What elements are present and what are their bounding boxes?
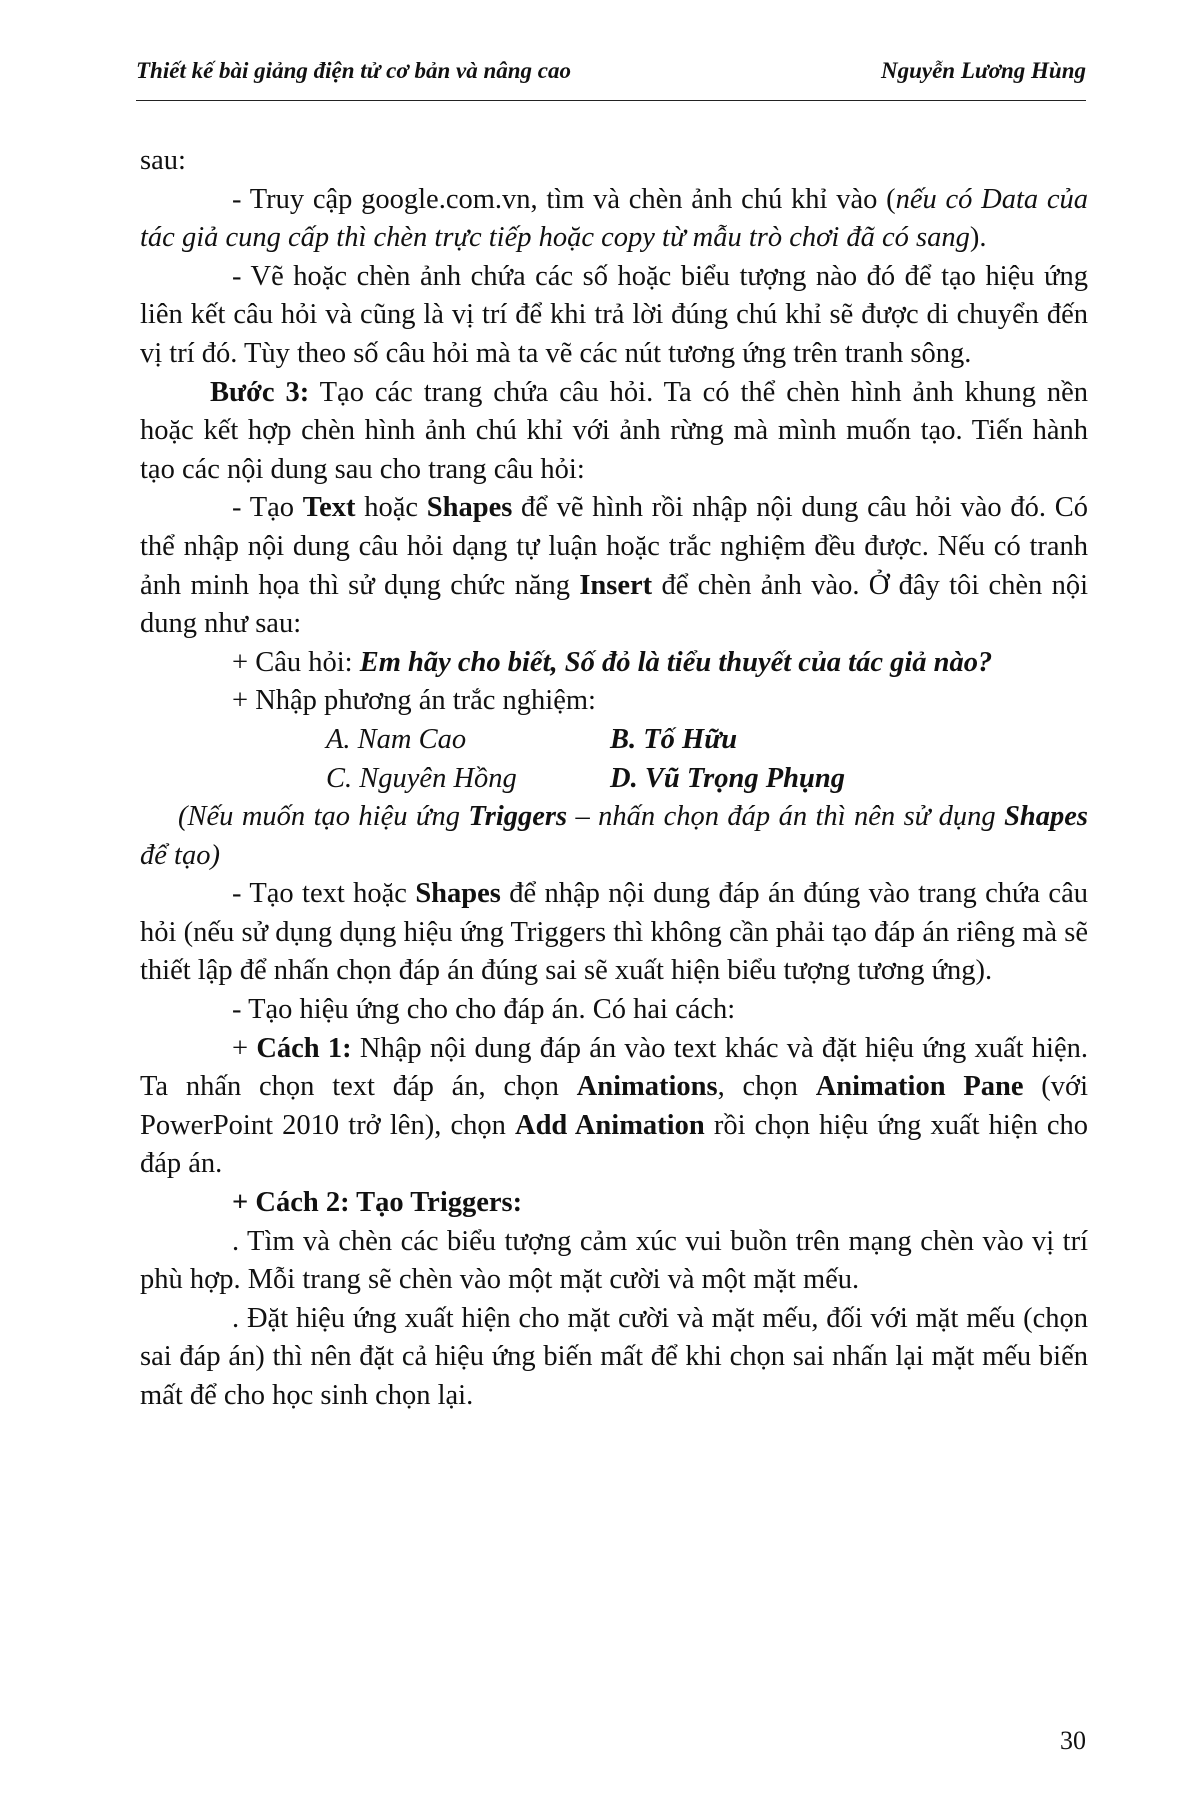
paragraph-two-ways: - Tạo hiệu ứng cho cho đáp án. Có hai cách: — [232, 994, 736, 1026]
paragraph-continuation: sau: — [140, 145, 186, 176]
option-c: C. Nguyên Hồng — [326, 762, 517, 794]
paragraph-triggers-note: (Nếu muốn tạo hiệu ứng Triggers – nhấn chọn đáp án thì nên sử dụng Shapes để tạo) — [140, 801, 1089, 871]
option-b: B. Tố Hữu — [610, 723, 738, 755]
option-d: D. Vũ Trọng Phụng — [610, 762, 845, 794]
paragraph-draw-buttons: - Vẽ hoặc chèn ảnh chứa các số hoặc biểu tượng nào đó để tạo hiệu ứng liên kết câu hỏi và cũng là vị trí để khi trả lời đúng chú khỉ sẽ được di chuyển đến vị trí đó. Tùy theo số câu hỏi mà ta vẽ các nút tương ứng trên tranh sông. — [140, 260, 1088, 369]
paragraph-answer-shapes: - Tạo text hoặc Shapes để nhập nội dung đáp án đúng vào trang chứa câu hỏi (nếu sử dụng dụng hiệu ứng Triggers thì không cần phải tạo đáp án riêng mà sẽ thiết lập để nhấn chọn đáp án đúng sai sẽ xuất hiện biểu tượng tương ứng). — [140, 878, 1088, 987]
paragraph-step-3: Bước 3: Tạo các trang chứa câu hỏi. Ta có thể chèn hình ảnh khung nền hoặc kết hợp chèn hình ảnh chú khỉ với ảnh rừng mà mình muốn tạo. Tiến hành tạo các nội dung sau cho trang câu hỏi: — [140, 376, 1088, 485]
paragraph-google-image: - Truy cập google.com.vn, tìm và chèn ảnh chú khỉ vào (nếu có Data của tác giả cung cấp thì chèn trực tiếp hoặc copy từ mẫu trò chơi đã có sang). — [140, 183, 1088, 254]
page-number: 30 — [1060, 1726, 1086, 1755]
paragraph-method-2: + Cách 2: Tạo Triggers: — [232, 1187, 523, 1219]
options-row — [140, 721, 1088, 760]
paragraph-method-1: + Cách 1: Nhập nội dung đáp án vào text khác và đặt hiệu ứng xuất hiện. Ta nhấn chọn text đáp án, chọn Animations, chọn Animation Pane (với PowerPoint 2010 trở lên), chọn Add Animation rồi chọn hiệu ứng xuất hiện cho đáp án. — [140, 1032, 1089, 1180]
body-text — [140, 142, 1088, 1416]
header-title: Thiết kế bài giảng điện tử cơ bản và nâng cao — [136, 58, 572, 83]
paragraph-create-text: - Tạo Text hoặc Shapes để vẽ hình rồi nhập nội dung câu hỏi vào đó. Có thể nhập nội dung câu hỏi dạng tự luận hoặc trắc nghiệm đều được. Nếu có tranh ảnh minh họa thì sử dụng chức năng Insert để chèn ảnh vào. Ở đây tôi chèn nội dung như sau: — [140, 492, 1088, 640]
page-header — [136, 58, 1086, 90]
header-author: Nguyễn Lương Hùng — [880, 58, 1086, 83]
paragraph-question: + Câu hỏi: Em hãy cho biết, Số đỏ là tiểu thuyết của tác giả nào? — [232, 646, 993, 678]
options-row — [140, 760, 1088, 799]
paragraph-set-effects: . Đặt hiệu ứng xuất hiện cho mặt cười và mặt mếu, đối với mặt mếu (chọn sai đáp án) thì nên đặt cả hiệu ứng biến mất để khi chọn sai nhấn lại mặt mếu biến mất để cho học sinh chọn lại. — [140, 1302, 1088, 1411]
paragraph-options-intro: + Nhập phương án trắc nghiệm: — [232, 685, 596, 717]
paragraph-find-icons: . Tìm và chèn các biểu tượng cảm xúc vui buồn trên mạng chèn vào vị trí phù hợp. Mỗi trang sẽ chèn vào một mặt cười và một mặt mếu. — [140, 1225, 1088, 1296]
option-a: A. Nam Cao — [326, 723, 467, 755]
header-divider — [136, 100, 1086, 101]
